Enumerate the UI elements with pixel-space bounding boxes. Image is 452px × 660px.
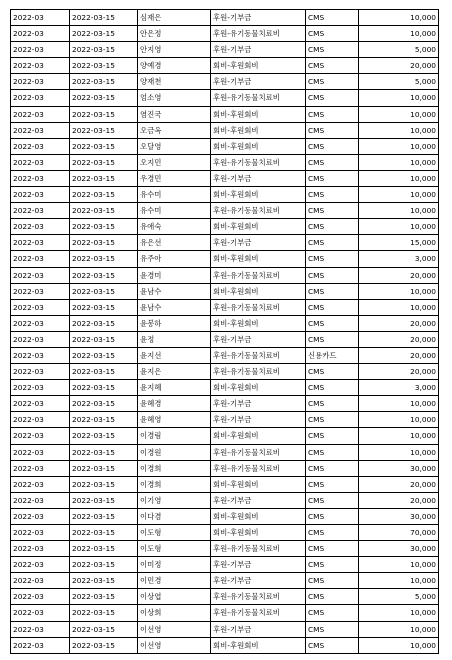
table-row: [11, 138, 439, 154]
table-row: [11, 26, 439, 42]
month-cell: 2022-03: [11, 380, 70, 396]
amount-cell: 10,000: [359, 605, 439, 621]
amount-cell: 10,000: [359, 138, 439, 154]
date-cell: 2022-03-15: [70, 476, 138, 492]
month-cell: 2022-03: [11, 26, 70, 42]
table-row: [11, 508, 439, 524]
payment-method-cell: CMS: [306, 58, 359, 74]
payment-method-cell: CMS: [306, 444, 359, 460]
table-row: [11, 525, 439, 541]
month-cell: 2022-03: [11, 557, 70, 573]
amount-cell: 10,000: [359, 90, 439, 106]
payment-method-cell: CMS: [306, 621, 359, 637]
table-row: [11, 219, 439, 235]
date-cell: 2022-03-15: [70, 58, 138, 74]
amount-cell: 10,000: [359, 412, 439, 428]
date-cell: 2022-03-15: [70, 42, 138, 58]
category-cell: 회비-후원회비: [211, 508, 306, 524]
date-cell: 2022-03-15: [70, 364, 138, 380]
category-cell: 후원-기부금: [211, 10, 306, 26]
date-cell: 2022-03-15: [70, 122, 138, 138]
payment-method-cell: CMS: [306, 605, 359, 621]
payment-method-cell: CMS: [306, 235, 359, 251]
payment-method-cell: CMS: [306, 283, 359, 299]
category-cell: 후원-기부금: [211, 170, 306, 186]
amount-cell: 10,000: [359, 396, 439, 412]
category-cell: 후원-기부금: [211, 42, 306, 58]
date-cell: 2022-03-15: [70, 460, 138, 476]
month-cell: 2022-03: [11, 42, 70, 58]
table-row: [11, 10, 439, 26]
category-cell: 후원-유기동물치료비: [211, 154, 306, 170]
payment-method-cell: CMS: [306, 557, 359, 573]
category-cell: 후원-유기동물치료비: [211, 299, 306, 315]
category-cell: 후원-기부금: [211, 396, 306, 412]
payment-method-cell: CMS: [306, 331, 359, 347]
payment-method-cell: CMS: [306, 315, 359, 331]
donor-name-cell: 윤혜영: [138, 412, 211, 428]
payment-method-cell: CMS: [306, 251, 359, 267]
donor-name-cell: 우경민: [138, 170, 211, 186]
table-row: [11, 154, 439, 170]
month-cell: 2022-03: [11, 428, 70, 444]
table-row: [11, 396, 439, 412]
donor-name-cell: 윤지혜: [138, 380, 211, 396]
date-cell: 2022-03-15: [70, 219, 138, 235]
payment-method-cell: CMS: [306, 26, 359, 42]
amount-cell: 20,000: [359, 347, 439, 363]
donor-name-cell: 윤지은: [138, 364, 211, 380]
table-row: [11, 364, 439, 380]
donor-name-cell: 유수미: [138, 187, 211, 203]
month-cell: 2022-03: [11, 74, 70, 90]
date-cell: 2022-03-15: [70, 541, 138, 557]
amount-cell: 10,000: [359, 122, 439, 138]
donor-name-cell: 이선영: [138, 637, 211, 653]
donor-name-cell: 양재천: [138, 74, 211, 90]
payment-method-cell: CMS: [306, 573, 359, 589]
month-cell: 2022-03: [11, 154, 70, 170]
donor-name-cell: 이미정: [138, 557, 211, 573]
date-cell: 2022-03-15: [70, 347, 138, 363]
table-row: [11, 380, 439, 396]
table-row: [11, 170, 439, 186]
amount-cell: 5,000: [359, 42, 439, 58]
donor-name-cell: 윤혜경: [138, 396, 211, 412]
amount-cell: 15,000: [359, 235, 439, 251]
payment-method-cell: CMS: [306, 138, 359, 154]
month-cell: 2022-03: [11, 621, 70, 637]
donor-name-cell: 유애숙: [138, 219, 211, 235]
table-row: [11, 347, 439, 363]
category-cell: 후원-기부금: [211, 492, 306, 508]
table-row: [11, 90, 439, 106]
table-row: [11, 605, 439, 621]
category-cell: 회비-후원회비: [211, 251, 306, 267]
table-row: [11, 541, 439, 557]
date-cell: 2022-03-15: [70, 331, 138, 347]
table-row: [11, 299, 439, 315]
month-cell: 2022-03: [11, 315, 70, 331]
month-cell: 2022-03: [11, 106, 70, 122]
date-cell: 2022-03-15: [70, 637, 138, 653]
table-row: [11, 573, 439, 589]
date-cell: 2022-03-15: [70, 396, 138, 412]
date-cell: 2022-03-15: [70, 315, 138, 331]
month-cell: 2022-03: [11, 637, 70, 653]
donor-name-cell: 이도형: [138, 541, 211, 557]
payment-method-cell: CMS: [306, 428, 359, 444]
category-cell: 후원-기부금: [211, 235, 306, 251]
donor-name-cell: 이선영: [138, 621, 211, 637]
date-cell: 2022-03-15: [70, 138, 138, 154]
payment-method-cell: CMS: [306, 90, 359, 106]
date-cell: 2022-03-15: [70, 589, 138, 605]
amount-cell: 20,000: [359, 58, 439, 74]
donor-name-cell: 이도형: [138, 525, 211, 541]
category-cell: 후원-기부금: [211, 557, 306, 573]
date-cell: 2022-03-15: [70, 525, 138, 541]
donor-name-cell: 이민경: [138, 573, 211, 589]
payment-method-cell: CMS: [306, 170, 359, 186]
amount-cell: 5,000: [359, 589, 439, 605]
amount-cell: 10,000: [359, 219, 439, 235]
amount-cell: 10,000: [359, 637, 439, 653]
category-cell: 회비-후원회비: [211, 428, 306, 444]
month-cell: 2022-03: [11, 573, 70, 589]
amount-cell: 10,000: [359, 187, 439, 203]
table-row: [11, 315, 439, 331]
payment-method-cell: CMS: [306, 122, 359, 138]
date-cell: 2022-03-15: [70, 106, 138, 122]
table-row: [11, 267, 439, 283]
donor-name-cell: 이경희: [138, 476, 211, 492]
category-cell: 후원-유기동물치료비: [211, 444, 306, 460]
donor-name-cell: 윤남수: [138, 299, 211, 315]
category-cell: 회비-후원회비: [211, 122, 306, 138]
payment-method-cell: CMS: [306, 364, 359, 380]
payment-method-cell: CMS: [306, 10, 359, 26]
payment-method-cell: CMS: [306, 476, 359, 492]
month-cell: 2022-03: [11, 170, 70, 186]
table-row: [11, 444, 439, 460]
amount-cell: 10,000: [359, 283, 439, 299]
amount-cell: 10,000: [359, 573, 439, 589]
month-cell: 2022-03: [11, 492, 70, 508]
donor-name-cell: 유은선: [138, 235, 211, 251]
month-cell: 2022-03: [11, 396, 70, 412]
amount-cell: 10,000: [359, 10, 439, 26]
donor-name-cell: 유수미: [138, 203, 211, 219]
category-cell: 회비-후원회비: [211, 637, 306, 653]
category-cell: 후원-유기동물치료비: [211, 90, 306, 106]
table-row: [11, 428, 439, 444]
table-row: [11, 637, 439, 653]
donor-name-cell: 이기영: [138, 492, 211, 508]
category-cell: 회비-후원회비: [211, 106, 306, 122]
date-cell: 2022-03-15: [70, 621, 138, 637]
amount-cell: 3,000: [359, 380, 439, 396]
donor-name-cell: 이다겸: [138, 508, 211, 524]
date-cell: 2022-03-15: [70, 26, 138, 42]
category-cell: 회비-후원회비: [211, 187, 306, 203]
table-row: [11, 589, 439, 605]
category-cell: 회비-후원회비: [211, 380, 306, 396]
month-cell: 2022-03: [11, 460, 70, 476]
table-row: [11, 187, 439, 203]
table-row: [11, 106, 439, 122]
ledger-body: [11, 10, 439, 654]
table-row: [11, 476, 439, 492]
amount-cell: 30,000: [359, 541, 439, 557]
payment-method-cell: 신용카드: [306, 347, 359, 363]
donor-name-cell: 윤정: [138, 331, 211, 347]
amount-cell: 10,000: [359, 170, 439, 186]
payment-method-cell: CMS: [306, 637, 359, 653]
month-cell: 2022-03: [11, 525, 70, 541]
category-cell: 후원-유기동물치료비: [211, 203, 306, 219]
category-cell: 회비-후원회비: [211, 138, 306, 154]
month-cell: 2022-03: [11, 476, 70, 492]
table-row: [11, 74, 439, 90]
payment-method-cell: CMS: [306, 460, 359, 476]
table-row: [11, 203, 439, 219]
date-cell: 2022-03-15: [70, 299, 138, 315]
date-cell: 2022-03-15: [70, 557, 138, 573]
table-row: [11, 557, 439, 573]
donor-name-cell: 윤경미: [138, 267, 211, 283]
category-cell: 후원-기부금: [211, 74, 306, 90]
month-cell: 2022-03: [11, 187, 70, 203]
donor-name-cell: 오금옥: [138, 122, 211, 138]
month-cell: 2022-03: [11, 541, 70, 557]
category-cell: 후원-유기동물치료비: [211, 267, 306, 283]
table-row: [11, 42, 439, 58]
donor-name-cell: 이경림: [138, 428, 211, 444]
month-cell: 2022-03: [11, 299, 70, 315]
donor-name-cell: 안지영: [138, 42, 211, 58]
table-row: [11, 460, 439, 476]
month-cell: 2022-03: [11, 605, 70, 621]
date-cell: 2022-03-15: [70, 444, 138, 460]
category-cell: 후원-유기동물치료비: [211, 460, 306, 476]
payment-method-cell: CMS: [306, 203, 359, 219]
category-cell: 회비-후원회비: [211, 219, 306, 235]
category-cell: 후원-유기동물치료비: [211, 589, 306, 605]
date-cell: 2022-03-15: [70, 251, 138, 267]
month-cell: 2022-03: [11, 412, 70, 428]
table-row: [11, 412, 439, 428]
donor-name-cell: 이경희: [138, 460, 211, 476]
category-cell: 후원-유기동물치료비: [211, 26, 306, 42]
amount-cell: 20,000: [359, 315, 439, 331]
donor-name-cell: 윤봉하: [138, 315, 211, 331]
date-cell: 2022-03-15: [70, 235, 138, 251]
table-row: [11, 621, 439, 637]
amount-cell: 10,000: [359, 621, 439, 637]
date-cell: 2022-03-15: [70, 170, 138, 186]
month-cell: 2022-03: [11, 138, 70, 154]
date-cell: 2022-03-15: [70, 90, 138, 106]
donor-name-cell: 엄소영: [138, 90, 211, 106]
amount-cell: 3,000: [359, 251, 439, 267]
category-cell: 후원-기부금: [211, 621, 306, 637]
date-cell: 2022-03-15: [70, 380, 138, 396]
amount-cell: 10,000: [359, 26, 439, 42]
date-cell: 2022-03-15: [70, 573, 138, 589]
date-cell: 2022-03-15: [70, 187, 138, 203]
month-cell: 2022-03: [11, 235, 70, 251]
table-row: [11, 492, 439, 508]
amount-cell: 10,000: [359, 557, 439, 573]
donor-name-cell: 유주아: [138, 251, 211, 267]
date-cell: 2022-03-15: [70, 492, 138, 508]
date-cell: 2022-03-15: [70, 267, 138, 283]
date-cell: 2022-03-15: [70, 10, 138, 26]
amount-cell: 10,000: [359, 299, 439, 315]
donor-name-cell: 윤지선: [138, 347, 211, 363]
month-cell: 2022-03: [11, 203, 70, 219]
donor-name-cell: 이상희: [138, 605, 211, 621]
donor-name-cell: 심재은: [138, 10, 211, 26]
donor-name-cell: 윤남수: [138, 283, 211, 299]
date-cell: 2022-03-15: [70, 154, 138, 170]
payment-method-cell: CMS: [306, 508, 359, 524]
payment-method-cell: CMS: [306, 396, 359, 412]
amount-cell: 5,000: [359, 74, 439, 90]
amount-cell: 10,000: [359, 203, 439, 219]
amount-cell: 10,000: [359, 444, 439, 460]
month-cell: 2022-03: [11, 508, 70, 524]
date-cell: 2022-03-15: [70, 283, 138, 299]
category-cell: 회비-후원회비: [211, 315, 306, 331]
payment-method-cell: CMS: [306, 541, 359, 557]
date-cell: 2022-03-15: [70, 508, 138, 524]
payment-method-cell: CMS: [306, 74, 359, 90]
category-cell: 회비-후원회비: [211, 525, 306, 541]
payment-method-cell: CMS: [306, 154, 359, 170]
month-cell: 2022-03: [11, 589, 70, 605]
payment-method-cell: CMS: [306, 412, 359, 428]
month-cell: 2022-03: [11, 10, 70, 26]
date-cell: 2022-03-15: [70, 428, 138, 444]
donor-name-cell: 오지민: [138, 154, 211, 170]
payment-method-cell: CMS: [306, 589, 359, 605]
category-cell: 후원-유기동물치료비: [211, 364, 306, 380]
amount-cell: 20,000: [359, 476, 439, 492]
payment-method-cell: CMS: [306, 380, 359, 396]
month-cell: 2022-03: [11, 267, 70, 283]
donor-name-cell: 이경원: [138, 444, 211, 460]
category-cell: 후원-기부금: [211, 573, 306, 589]
payment-method-cell: CMS: [306, 299, 359, 315]
category-cell: 후원-기부금: [211, 331, 306, 347]
table-row: [11, 235, 439, 251]
month-cell: 2022-03: [11, 347, 70, 363]
donor-name-cell: 염진국: [138, 106, 211, 122]
amount-cell: 30,000: [359, 508, 439, 524]
date-cell: 2022-03-15: [70, 412, 138, 428]
category-cell: 후원-유기동물치료비: [211, 347, 306, 363]
amount-cell: 20,000: [359, 331, 439, 347]
month-cell: 2022-03: [11, 283, 70, 299]
amount-cell: 70,000: [359, 525, 439, 541]
category-cell: 회비-후원회비: [211, 476, 306, 492]
payment-method-cell: CMS: [306, 187, 359, 203]
payment-method-cell: CMS: [306, 492, 359, 508]
month-cell: 2022-03: [11, 331, 70, 347]
date-cell: 2022-03-15: [70, 74, 138, 90]
amount-cell: 20,000: [359, 492, 439, 508]
payment-method-cell: CMS: [306, 106, 359, 122]
month-cell: 2022-03: [11, 364, 70, 380]
month-cell: 2022-03: [11, 251, 70, 267]
table-row: [11, 122, 439, 138]
table-row: [11, 251, 439, 267]
donation-ledger-table: [10, 9, 439, 654]
donor-name-cell: 이상엽: [138, 589, 211, 605]
payment-method-cell: CMS: [306, 42, 359, 58]
category-cell: 회비-후원회비: [211, 58, 306, 74]
payment-method-cell: CMS: [306, 267, 359, 283]
amount-cell: 10,000: [359, 154, 439, 170]
month-cell: 2022-03: [11, 90, 70, 106]
payment-method-cell: CMS: [306, 219, 359, 235]
donor-name-cell: 안은정: [138, 26, 211, 42]
category-cell: 회비-후원회비: [211, 283, 306, 299]
month-cell: 2022-03: [11, 444, 70, 460]
date-cell: 2022-03-15: [70, 203, 138, 219]
category-cell: 후원-기부금: [211, 412, 306, 428]
category-cell: 후원-유기동물치료비: [211, 541, 306, 557]
table-row: [11, 283, 439, 299]
amount-cell: 20,000: [359, 364, 439, 380]
date-cell: 2022-03-15: [70, 605, 138, 621]
table-row: [11, 58, 439, 74]
amount-cell: 10,000: [359, 106, 439, 122]
month-cell: 2022-03: [11, 219, 70, 235]
amount-cell: 30,000: [359, 460, 439, 476]
table-row: [11, 331, 439, 347]
category-cell: 후원-유기동물치료비: [211, 605, 306, 621]
month-cell: 2022-03: [11, 122, 70, 138]
amount-cell: 20,000: [359, 267, 439, 283]
donor-name-cell: 양예경: [138, 58, 211, 74]
donor-name-cell: 오달영: [138, 138, 211, 154]
amount-cell: 10,000: [359, 428, 439, 444]
payment-method-cell: CMS: [306, 525, 359, 541]
month-cell: 2022-03: [11, 58, 70, 74]
